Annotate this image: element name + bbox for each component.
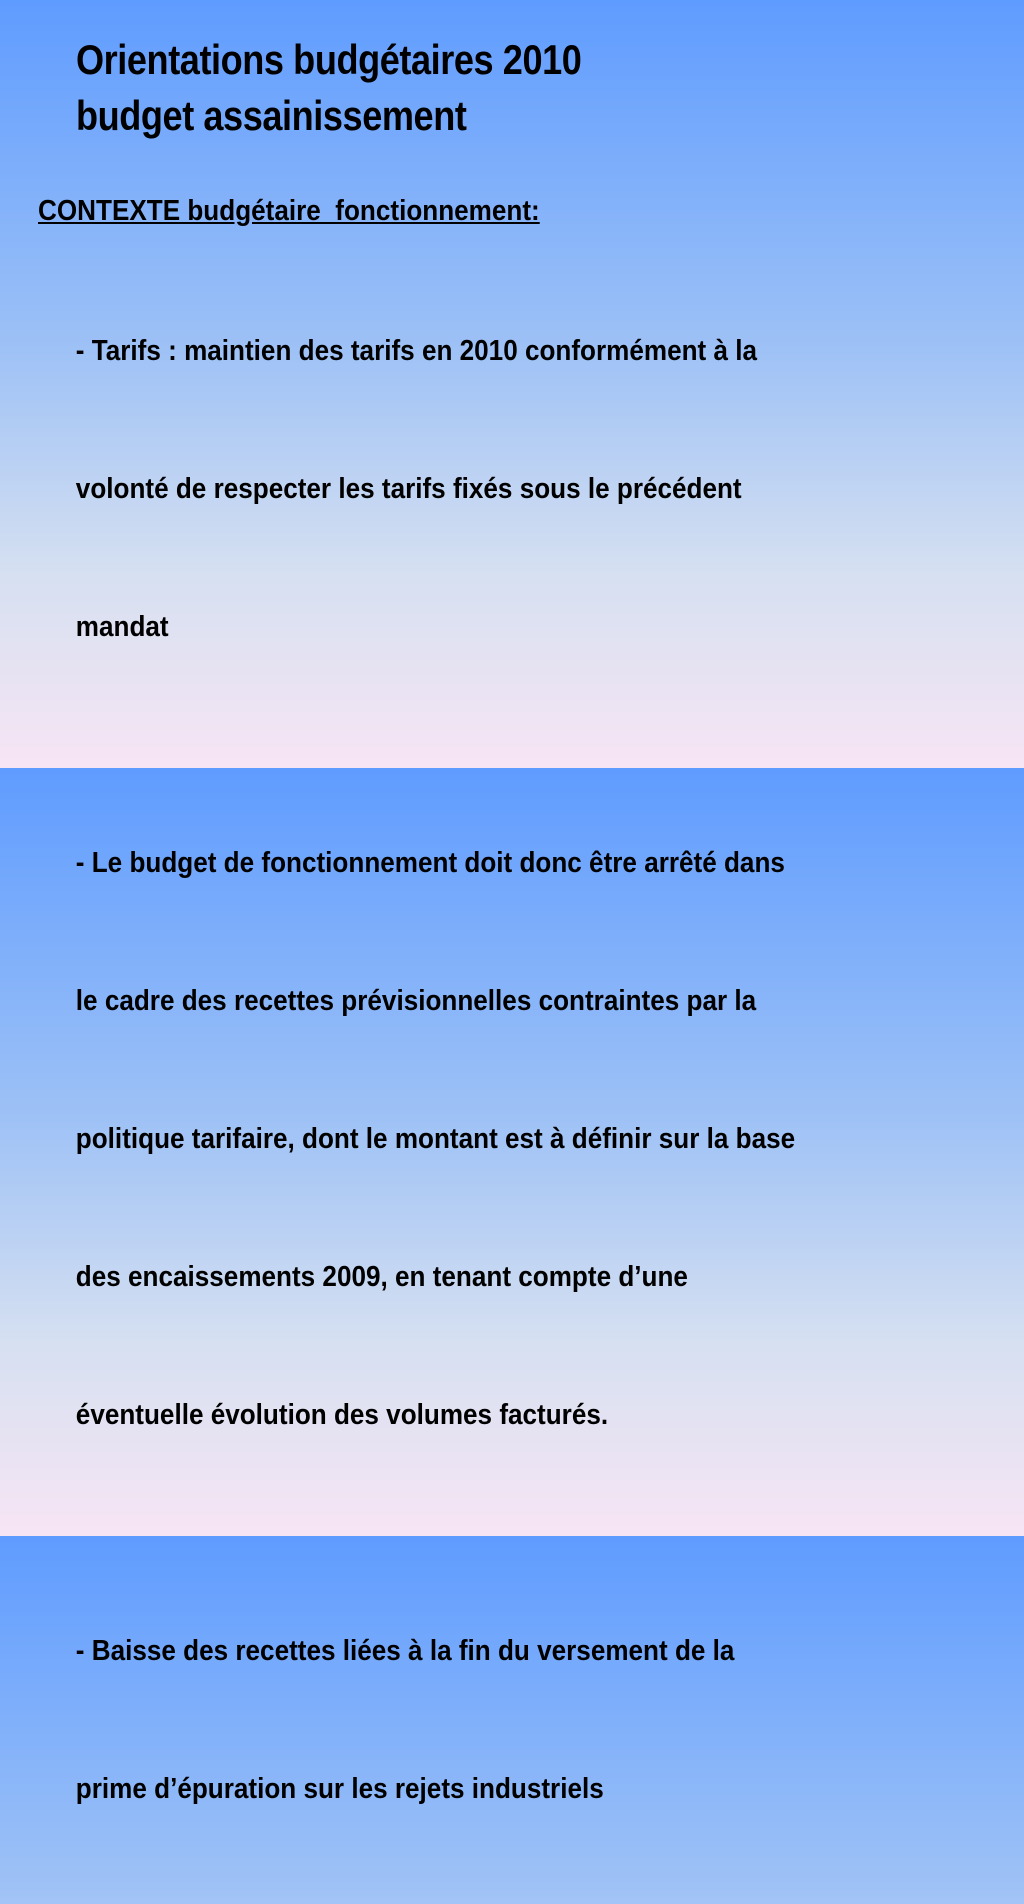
- bullet-line: - Le budget de fonctionnement doit donc être arrêté dans: [75, 847, 785, 879]
- bullet-line: mandat: [75, 611, 169, 643]
- bullet-line: - Baisse des recettes liées à la fin du versement de la: [75, 1635, 735, 1667]
- bullet-line: prime d’épuration sur les rejets industriels: [75, 1773, 604, 1805]
- title-line-2: budget assainissement: [76, 92, 467, 139]
- bullet-tarifs: [38, 236, 974, 742]
- bullet-baisse-recettes: [38, 1536, 974, 1904]
- bullet-line: le cadre des recettes prévisionnelles contraintes par la: [75, 985, 757, 1017]
- bullet-line: des encaissements 2009, en tenant compte d’une: [75, 1261, 688, 1293]
- slide-body: [38, 188, 974, 1904]
- section-heading: CONTEXTE budgétaire fonctionnement:: [38, 195, 540, 227]
- bullet-budget-fonctionnement: [38, 748, 974, 1530]
- slide-title: [76, 32, 850, 144]
- title-line-1: Orientations budgétaires 2010: [76, 36, 582, 83]
- bullet-line: - Tarifs : maintien des tarifs en 2010 conformément à la: [75, 335, 758, 367]
- bullet-line: volonté de respecter les tarifs fixés sous le précédent: [75, 473, 742, 505]
- bullet-line: éventuelle évolution des volumes facturés.: [75, 1399, 609, 1431]
- bullet-line: politique tarifaire, dont le montant est à définir sur la base: [75, 1123, 796, 1155]
